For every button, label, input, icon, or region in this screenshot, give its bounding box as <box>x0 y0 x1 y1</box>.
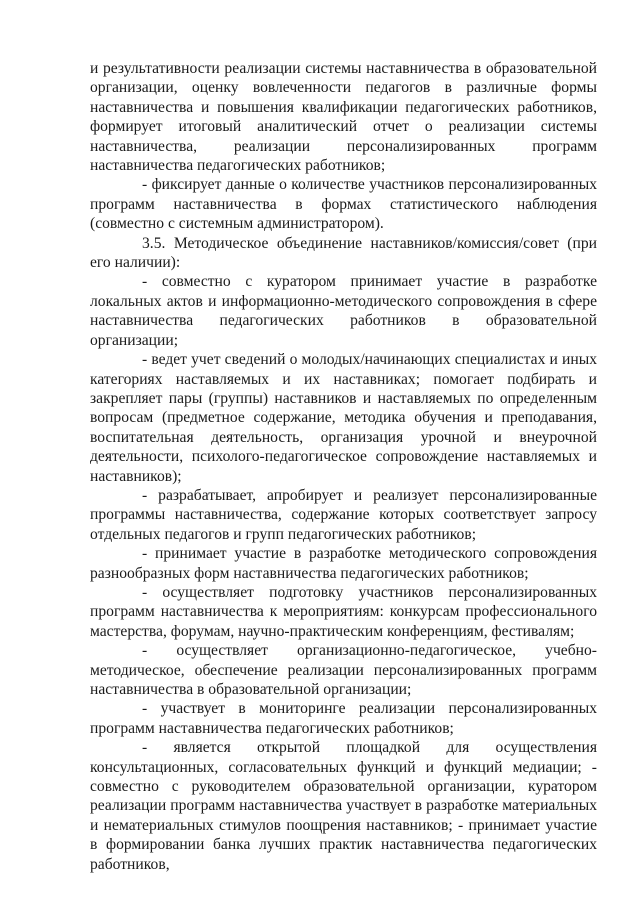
paragraph-1: и результативности реализации системы наставничества в образовательной организации, оценку вовлеченности педагогов в различные формы наставничества и повышения квалификации педагогических работников, формирует итоговый аналитический отчет о реализации системы наставничества, реализации персонализированных программ наставничества педагогических работников; <box>90 60 597 175</box>
paragraph-5: - ведет учет сведений о молодых/начинающих специалистах и иных категориях наставляемых и их наставниках; помогает подбирать и закрепляет пары (группы) наставников и наставляемых по определенным вопросам (предметное содержание, методика обучения и преподавания, воспитательная деятельность, организация урочной и внеурочной деятельности, психолого-педагогическое сопровождение наставляемых и наставников); <box>90 351 597 485</box>
paragraph-4: - совместно с куратором принимает участие в разработке локальных актов и информационно-методического сопровождения в сфере наставничества педагогических работников в образовательной организации; <box>90 273 597 349</box>
paragraph-6: - разрабатывает, апробирует и реализует персонализированные программы наставничества, содержание которых соответствует запросу отдельных педагогов и групп педагогических работников; <box>90 486 597 543</box>
section-heading-3-5: 3.5. Методическое объединение наставников/комиссия/совет (при его наличии): <box>90 234 597 272</box>
paragraph-10: - участвует в мониторинге реализации персонализированных программ наставничества педагогических работников; <box>90 700 597 737</box>
paragraph-8: - осуществляет подготовку участников персонализированных программ наставничества к мероприятиям: конкурсам профессионального мастерства, форумам, научно-практическим конференциям, фестивалям; <box>90 583 597 640</box>
paragraph-2: - фиксирует данные о количестве участников персонализированных программ наставничества в формах статистического наблюдения (совместно с системным администратором). <box>90 176 597 233</box>
paragraph-9: - осуществляет организационно-педагогическое, учебно-методическое, обеспечение реализации персонализированных программ наставничества в образовательной организации; <box>90 642 597 698</box>
paragraph-7: - принимает участие в разработке методического сопровождения разнообразных форм наставничества педагогических работников; <box>90 545 597 582</box>
paragraph-11: - является открытой площадкой для осуществления консультационных, согласовательных функций и функций медиации; - совместно с руководителем образовательной организации, куратором реализации программ наставничества участвует в разработке материальных и нематериальных стимулов поощрения наставников; - принимает участие в формировании банка лучших практик наставничества педагогических работников, <box>90 739 597 873</box>
